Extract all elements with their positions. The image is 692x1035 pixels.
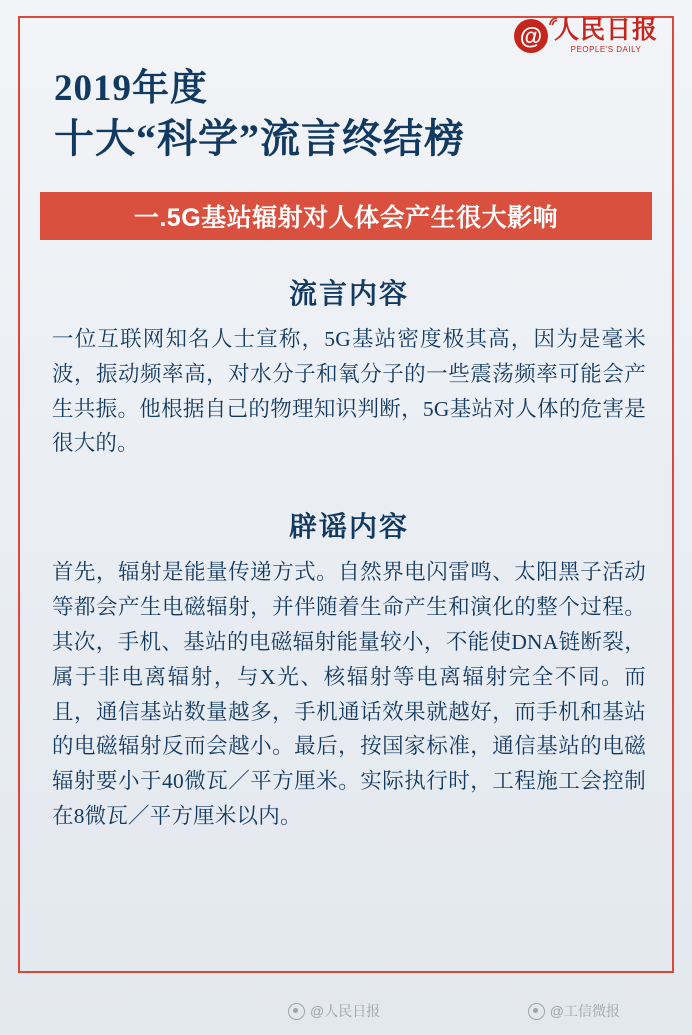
title-area [54, 68, 652, 163]
logo-brand-name-en: PEOPLE'S DAILY [570, 45, 642, 54]
page-title: 十大“科学”流言终结榜 [54, 115, 465, 161]
at-symbol-icon [514, 19, 548, 53]
peoples-daily-logo [514, 18, 658, 54]
watermark-right-label: @工信微报 [549, 1003, 620, 1019]
footer [0, 979, 692, 1035]
rumor-text: 一位互联网知名人士宣称，5G基站密度极其高，因为是毫米波，振动频率高，对水分子和氧分子的一些震荡频率可能会产生共振。他根据自己的物理知识判断，5G基站对人体的危害是很大的。 [52, 327, 646, 456]
watermark-left [288, 1001, 380, 1021]
article-content [52, 258, 646, 834]
section-banner-label: 一.5G基站辐射对人体会产生很大影响 [133, 204, 559, 232]
title-year: 2019年度 [54, 68, 208, 109]
watermark-left-label: @人民日报 [310, 1003, 381, 1019]
signal-waves-icon [548, 14, 562, 28]
logo-brand-name-cn: 人民日报 [553, 16, 658, 44]
logo-text-block [554, 18, 658, 54]
weibo-eye-icon [288, 1003, 305, 1020]
weibo-eye-icon-right [528, 1003, 545, 1020]
debunk-heading: 辟谣内容 [288, 512, 409, 544]
watermark-right [528, 1001, 620, 1021]
at-symbol-text: @ [519, 22, 543, 49]
debunk-text: 首先，辐射是能量传递方式。自然界电闪雷鸣、太阳黑子活动等都会产生电磁辐射，并伴随着生命产生和演化的整个过程。其次，手机、基站的电磁辐射能量较小，不能使DNA链断裂，属于非电离辐射，与X光、核辐射等电离辐射完全不同。而且，通信基站数量越多，手机通话效果就越好，而手机和基站的电磁辐射反而会越小。最后，按国家标准，通信基站的电磁辐射要小于40微瓦／平方厘米。实际执行时，工程施工会控制在8微瓦／平方厘米以内。 [52, 560, 646, 829]
section-banner [40, 192, 652, 240]
rumor-heading: 流言内容 [288, 279, 409, 310]
